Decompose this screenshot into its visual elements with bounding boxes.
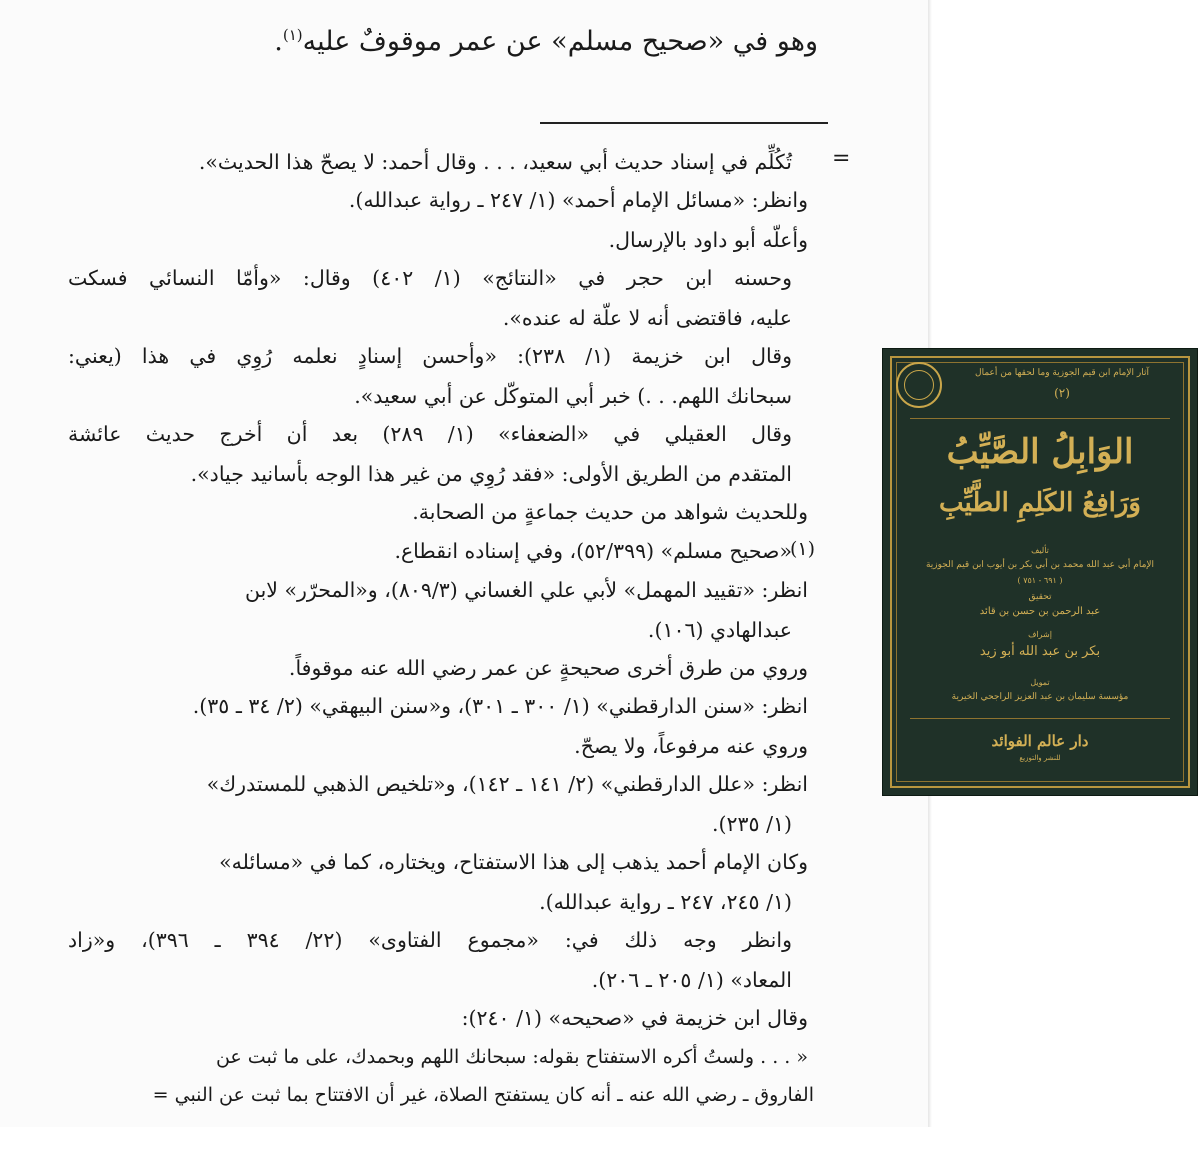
footnote-line: (١/ ٢٤٥، ٢٤٧ ـ رواية عبدالله). [539, 890, 792, 914]
footnote-line: وانظر: «مسائل الإمام أحمد» (١/ ٢٤٧ ـ رواية عبدالله). [348, 188, 808, 212]
cover-inner-frame [896, 362, 1184, 782]
cover-tahqiq: عبد الرحمن بن حسن بن قائد [979, 606, 1101, 617]
main-text: وهو في «صحيح مسلم» عن عمر موقوفٌ عليه [302, 26, 818, 57]
continuation-mark: = [832, 146, 851, 171]
cover-author-label: تأليف [1031, 546, 1049, 555]
cover-divider [910, 718, 1170, 719]
footnote-separator-rule [540, 122, 828, 124]
cover-ishraf: بكر بن عبد الله أبو زيد [979, 644, 1101, 659]
footnote-line: وقال ابن خزيمة في «صحيحه» (١/ ٢٤٠): [461, 1006, 808, 1030]
main-text-end: . [274, 26, 283, 57]
book-cover-image [882, 348, 1198, 796]
footnote-number: (١) [790, 538, 816, 560]
footnote-line: وقال ابن خزيمة (١/ ٢٣٨): «وأحسن إسنادٍ نعلمه رُوِي في هذا (يعني: [68, 344, 792, 368]
cover-series: آثار الإمام ابن قيم الجوزية وما لحقها من أعمال [975, 368, 1149, 378]
footnote-line: انظر: «علل الدارقطني» (٢/ ١٤١ ـ ١٤٢)، و«تلخيص الذهبي للمستدرك» [206, 772, 808, 796]
cover-title-line1: الوَابِلُ الصَّيِّبُ [946, 432, 1134, 472]
cover-tahqiq-label: تحقيق [1028, 592, 1052, 602]
cover-publisher: دار عالم الفوائد [991, 732, 1089, 750]
footnote-line: تُكُلِّم في إسناد حديث أبي سعيد، . . . وقال أحمد: لا يصحّ هذا الحديث». [198, 150, 792, 174]
footnote-line: انظر: «سنن الدارقطني» (١/ ٣٠٠ ـ ٣٠١)، و«سنن البيهقي» (٢/ ٣٤ ـ ٣٥). [192, 694, 808, 718]
footnote-line: عليه، فاقتضى أنه لا علّة له عنده». [502, 306, 792, 330]
main-text-line [274, 26, 818, 57]
cover-years: ( ٦٩١ - ٧٥١ ) [1017, 576, 1063, 585]
footnote-line: وحسنه ابن حجر في «النتائج» (١/ ٤٠٢) وقال: «وأمّا النسائي فسكت [68, 266, 793, 290]
cover-tamwil: مؤسسة سليمان بن عبد العزيز الراجحي الخيرية [951, 692, 1129, 702]
footnote-line: عبدالهادي (١٠٦). [647, 618, 792, 642]
footnote-line: وكان الإمام أحمد يذهب إلى هذا الاستفتاح، ويختاره، كما في «مسائله» [219, 850, 808, 874]
footnote-line: وأعلّه أبو داود بالإرسال. [608, 228, 808, 252]
footnote-line: المعاد» (١/ ٢٠٥ ـ ٢٠٦). [591, 968, 792, 992]
publisher-seal-icon [896, 362, 942, 408]
cover-publisher-sub: للنشر والتوزيع [1019, 754, 1061, 762]
cover-divider [910, 418, 1170, 419]
footnote-line: وروي من طرق أخرى صحيحةٍ عن عمر رضي الله عنه موقوفاً. [288, 656, 808, 680]
footnote-line: وروي عنه مرفوعاً، ولا يصحّ. [574, 734, 808, 758]
quote-line: الفاروق ـ رضي الله عنه ـ أنه كان يستفتح الصلاة، غير أن الافتتاح بما ثبت عن النبي = [152, 1084, 814, 1106]
quote-line: « . . . ولستُ أكره الاستفتاح بقوله: سبحانك اللهم وبحمدك، على ما ثبت عن [215, 1046, 808, 1068]
footnote-line: وقال العقيلي في «الضعفاء» (١/ ٢٨٩) بعد أن أخرج حديث عائشة [68, 422, 793, 446]
footnote-line: سبحانك اللهم. . .) خبر أبي المتوكّل عن أبي سعيد». [354, 384, 792, 408]
footnote-line: وانظر وجه ذلك في: «مجموع الفتاوى» (٢٢/ ٣٩٤ ـ ٣٩٦)، و«زاد [68, 928, 792, 952]
cover-ishraf-label: إشراف [1028, 630, 1052, 639]
footnote-line: المتقدم من الطريق الأولى: «فقد رُوِي من غير هذا الوجه بأسانيد جياد». [190, 462, 792, 486]
cover-title-line2: وَرَافِعُ الكَلِمِ الطَّيِّبِ [939, 488, 1141, 518]
cover-tamwil-label: تمويل [1030, 678, 1050, 687]
cover-volume: (٢) [1054, 386, 1070, 400]
cover-author: الإمام أبي عبد الله محمد بن أبي بكر بن أيوب ابن قيم الجوزية [925, 560, 1155, 570]
footnote-line: انظر: «تقييد المهمل» لأبي علي الغساني (٨٠٩/٣)، و«المحرّر» لابن [244, 578, 808, 602]
footnote-reference: (١) [282, 26, 303, 44]
footnote-line: (١/ ٢٣٥). [711, 812, 792, 836]
footnote-line: وللحديث شواهد من حديث جماعةٍ من الصحابة. [412, 500, 808, 524]
footnote-line: «صحيح مسلم» (٥٢/٣٩٩)، وفي إسناده انقطاع. [394, 539, 792, 563]
